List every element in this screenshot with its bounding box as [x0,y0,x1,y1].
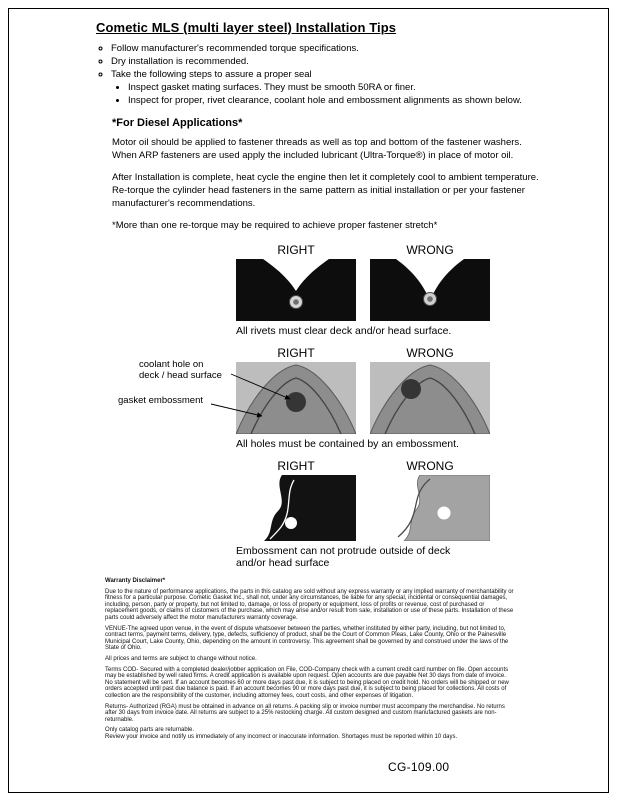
coolant-hole-diagram-section [118,346,492,450]
embossment-wrong-figure [370,475,490,541]
installation-tips-list [111,42,551,107]
embossment-diagram-images [236,475,492,541]
page-number: CG-109.00 [388,760,450,774]
warranty-paragraph: VENUE-The agreed upon venue, in the event of dispute whatsoever between the parties, whether instituted by either party, including, but not limited to, contract terms, payment terms, delivery, type, defects, sufficiency of product, shall be the Court of Common Pleas, Lake County, Ohio or the Painesville Municipal Court, Lake County, Ohio, depending on the amount in controversy. This agreement shall be governed by and construed under the laws of the State of Ohio. [105,625,509,652]
coolant-wrong-figure [370,362,490,434]
embossment-right-figure [236,475,356,541]
warranty-paragraph: All prices and terms are subject to change without notice. [105,655,257,662]
installation-subtips-list [128,81,551,107]
warranty-disclaimer [105,578,515,740]
subtip-item [128,94,551,107]
wrong-label: WRONG [406,346,454,360]
tip-item [111,55,551,68]
warranty-paragraph: Due to the nature of performance applications, the parts in this catalog are sold without any express warranty or any implied warranty of merchantability or fitness for a particular purpose. Cometic Gasket Inc., shall not, under any circumstances, be liable for any special, incidental or consequential damages, including, person, party or property, but not limited to, damage, or loss of property or equipment, loss of profits or revenue, cost of purchased or replacement goods, or claims of customers of the purchase, which may arise and/or result from sale, installation or use of these parts. Installation of these parts could adversely affect the motor manufacturers warranty coverage. [105,588,514,621]
tip-item [111,42,551,55]
warranty-heading: Warranty Disclaimer* [105,578,166,584]
coolant-hole-icon [286,392,306,412]
right-label: RIGHT [277,346,315,360]
wrong-label: WRONG [406,459,454,473]
diesel-paragraph-2: After Installation is complete, heat cycle the engine then let it completely cool to ambient temperature. Re-torque the cylinder head fasteners in the same pattern as initial installation or per your fastener manufacturer's recommendations. [112,172,539,209]
rivet-wrong-figure [370,259,490,321]
embossment-diagram-section [236,459,492,569]
warranty-paragraph: Returns- Authorized (RGA) must be obtained in advance on all returns. A packing slip or invoice number must accompany the merchandise. No returns after 30 days from invoice date. All returns are subject to a 25% restocking charge. All custom designed and custom manufactured gaskets are non-returnable. [105,703,505,723]
coolant-right-figure [236,362,356,434]
right-label: RIGHT [277,459,315,473]
subtip-text: Inspect gasket mating surfaces. They must be smooth 50RA or finer. [128,82,416,93]
warranty-paragraph: Only catalog parts are returnable. [105,727,195,734]
tip-text: Follow manufacturer's recommended torque specifications. [111,43,359,54]
tip-item [111,68,551,107]
rivet-diagram-headers [236,243,492,257]
coolant-diagram-images [118,359,492,434]
page-title: Cometic MLS (multi layer steel) Installation Tips [96,20,397,35]
retorque-note: *More than one re-torque may be required to achieve proper fastener stretch* [112,220,438,231]
diagram-column [118,243,492,569]
right-label: RIGHT [277,243,315,257]
tip-text: Take the following steps to assure a proper seal [111,69,312,80]
warranty-paragraph: Terms COD- Secured with a completed dealer/jobber application on File, COD-Company check with a current credit card number on file. Open accounts may be established by well rated firms. A credit application is available upon request. Open accounts are due payable Net 30 days from date of invoice. No statement will be sent. If an account becomes 60 or more days past due, it is subject to being placed on credit hold. No orders will be shipped or new orders accepted until past due balance is paid. If an account becomes 90 or more days past due, it is subject to being placed for collections. All costs of collection are the responsibility of the customer, including attorney fees, court costs, and other expenses of litigation. [105,666,509,699]
warranty-paragraph: Review your invoice and notify us immediately of any incorrect or inaccurate information. Shortages must be reported within 10 days. [105,733,458,740]
coolant-caption: All holes must be contained by an embossment. [236,438,459,450]
embossment-caption: Embossment can not protrude outside of deck and/or head surface [236,545,451,569]
diesel-heading: *For Diesel Applications* [112,117,243,129]
coolant-diagram-headers [236,346,492,360]
page-content [96,20,551,744]
coolant-hole-icon [401,379,421,399]
rivet-diagram-images [236,259,492,321]
bolt-hole-icon [285,517,297,529]
rivet-right-figure [236,259,356,321]
embossment-diagram-headers [236,459,492,473]
subtip-text: Inspect for proper, rivet clearance, coolant hole and embossment alignments as shown below. [128,95,522,106]
diesel-section [112,117,551,232]
tip-text: Dry installation is recommended. [111,56,249,67]
coolant-hole-label: coolant hole on deck / head surface [139,359,222,381]
rivet-caption: All rivets must clear deck and/or head surface. [236,325,452,337]
subtip-item [128,81,551,94]
wrong-label: WRONG [406,243,454,257]
bolt-hole-icon [438,507,451,520]
gasket-embossment-label: gasket embossment [118,395,204,406]
diesel-paragraph-1: Motor oil should be applied to fastener threads as well as top and bottom of the fastener washers. When ARP fasteners are used apply the included lubricant (Ultra-Torque®) in place of motor oil. [112,137,522,161]
rivet-diagram-section [236,243,492,337]
